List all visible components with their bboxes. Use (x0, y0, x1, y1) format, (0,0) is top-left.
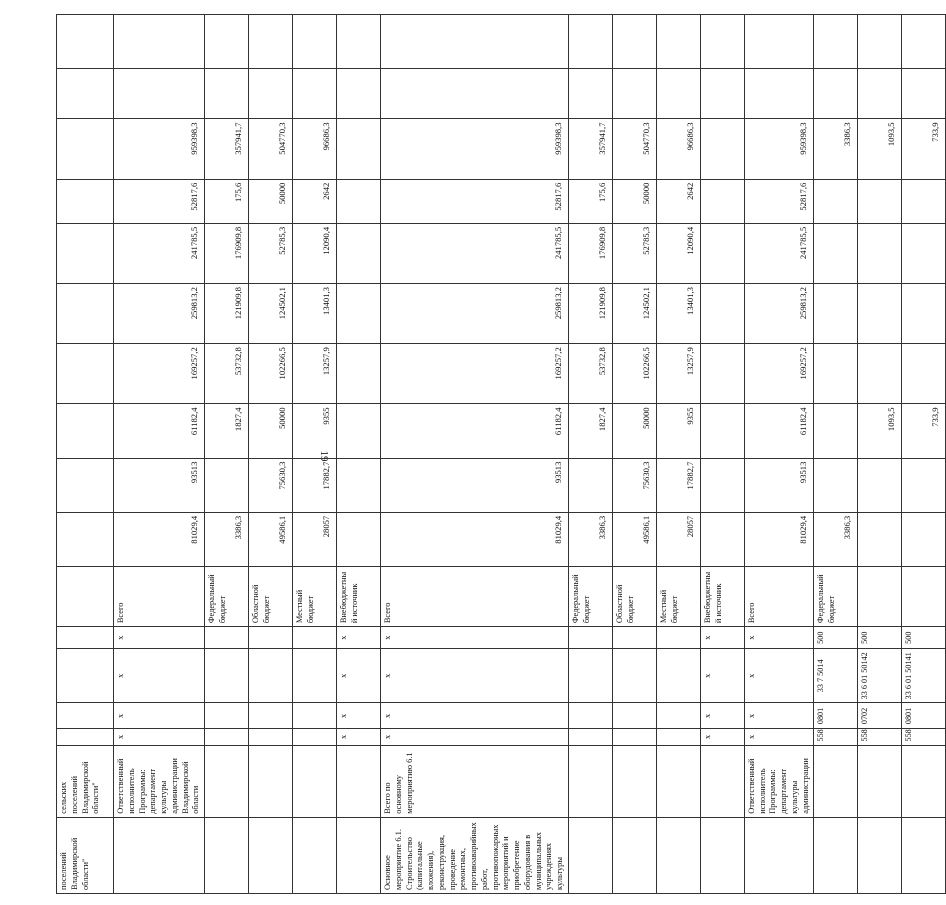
table-cell (814, 404, 858, 458)
table-cell (57, 627, 114, 649)
table-cell: 500 (814, 627, 858, 649)
table-cell (902, 179, 946, 223)
table-cell: 1093,5 (858, 404, 902, 458)
table-cell: 3386,3 (568, 512, 612, 566)
table-cell (205, 729, 249, 745)
table-cell (293, 703, 337, 729)
table-cell: 81029,4 (114, 512, 205, 566)
table-cell: Внебюджетный источник (700, 566, 744, 626)
table-cell (814, 817, 858, 893)
table-cell (858, 179, 902, 223)
table-cell (902, 15, 946, 69)
table-cell (902, 566, 946, 626)
table-cell: 33 6 01 50142 (858, 649, 902, 703)
table-cell: 81029,4 (381, 512, 569, 566)
table-cell (814, 15, 858, 69)
table-cell (568, 69, 612, 119)
table-cell (293, 15, 337, 69)
table-cell: 17882,7 (656, 458, 700, 512)
table-cell: 169257,2 (114, 344, 205, 404)
table-cell: 3386,3 (205, 512, 249, 566)
table-cell: 28057 (293, 512, 337, 566)
table-cell (858, 566, 902, 626)
table-cell: 357941,7 (205, 119, 249, 179)
table-cell (814, 223, 858, 283)
table-cell: 1827,4 (568, 404, 612, 458)
table-cell: 50000 (249, 179, 293, 223)
table-cell (612, 817, 656, 893)
table-cell: 241785,5 (381, 223, 569, 283)
table-row (57, 15, 114, 894)
table-cell: 558 (814, 729, 858, 745)
table-cell (700, 404, 744, 458)
table-cell (700, 119, 744, 179)
table-cell (57, 458, 114, 512)
table-cell: 49586,1 (249, 512, 293, 566)
table-cell: x (700, 703, 744, 729)
table-cell: сельских поселений Владимирской области" (57, 745, 114, 817)
table-cell (656, 817, 700, 893)
table-cell: 52817,6 (381, 179, 569, 223)
table-cell: 50000 (612, 179, 656, 223)
table-cell: 81029,4 (744, 512, 814, 566)
table-cell (858, 15, 902, 69)
table-cell: 175,6 (568, 179, 612, 223)
table-cell: 93513 (744, 458, 814, 512)
table-cell: 61182,4 (744, 404, 814, 458)
table-cell (858, 745, 902, 817)
table-cell (858, 458, 902, 512)
table-cell: Федеральный бюджет (205, 566, 249, 626)
table-cell (337, 15, 381, 69)
table-cell: 241785,5 (744, 223, 814, 283)
table-cell (381, 69, 569, 119)
table-row (858, 15, 902, 894)
table-cell (814, 344, 858, 404)
table-row (744, 15, 814, 894)
table-cell (57, 223, 114, 283)
table-cell: 733,9 (902, 119, 946, 179)
table-cell (814, 745, 858, 817)
table-cell (700, 179, 744, 223)
table-cell (568, 649, 612, 703)
table-cell (744, 817, 814, 893)
table-cell (568, 817, 612, 893)
rotated-table-frame (56, 14, 941, 894)
table-cell (858, 284, 902, 344)
table-cell (700, 344, 744, 404)
table-row (656, 15, 700, 894)
table-cell (700, 745, 744, 817)
table-cell: x (381, 729, 569, 745)
page-number: 19 (318, 450, 330, 462)
table-cell (656, 69, 700, 119)
table-row (114, 15, 205, 894)
table-cell: x (381, 703, 569, 729)
table-cell (902, 223, 946, 283)
table-cell (656, 745, 700, 817)
table-cell: 33 7 5014 (814, 649, 858, 703)
table-cell (57, 179, 114, 223)
table-cell (902, 817, 946, 893)
table-cell (814, 69, 858, 119)
table-cell: 53732,8 (205, 344, 249, 404)
table-cell: 175,6 (205, 179, 249, 223)
table-cell (902, 458, 946, 512)
table-cell: 3386,3 (814, 119, 858, 179)
table-cell (814, 179, 858, 223)
table-cell: 52785,3 (612, 223, 656, 283)
table-cell (57, 729, 114, 745)
table-cell (205, 745, 249, 817)
table-cell: 96686,3 (293, 119, 337, 179)
table-cell (814, 284, 858, 344)
table-cell: 259813,2 (114, 284, 205, 344)
table-cell (858, 223, 902, 283)
table-cell (744, 15, 814, 69)
table-cell (114, 15, 205, 69)
table-cell (57, 512, 114, 566)
table-cell (205, 817, 249, 893)
table-row (612, 15, 656, 894)
table-cell (568, 729, 612, 745)
table-cell (57, 404, 114, 458)
table-cell: 357941,7 (568, 119, 612, 179)
table-cell: 121909,8 (205, 284, 249, 344)
table-cell: 13401,3 (293, 284, 337, 344)
table-cell (381, 15, 569, 69)
table-row (568, 15, 612, 894)
table-cell (57, 566, 114, 626)
table-cell: x (337, 627, 381, 649)
table-cell (293, 745, 337, 817)
table-cell (902, 284, 946, 344)
table-cell: 2642 (293, 179, 337, 223)
table-cell: Основное мероприятие 6.1. Строительство (капитальные вложения), реконструкция, проведение ремонтных, противоаварийных работ, противопожарных мероприятий и приобретение оборудования в муниципальных учреждениях культуры (381, 817, 569, 893)
table-cell: 52817,6 (744, 179, 814, 223)
table-cell (57, 15, 114, 69)
table-cell (612, 69, 656, 119)
table-cell: 959398,3 (381, 119, 569, 179)
table-cell: 53732,8 (568, 344, 612, 404)
table-row (249, 15, 293, 894)
table-cell (902, 69, 946, 119)
table-cell: 959398,3 (114, 119, 205, 179)
table-cell (57, 649, 114, 703)
table-cell: x (744, 649, 814, 703)
table-cell: 121909,8 (568, 284, 612, 344)
table-cell: 124502,1 (612, 284, 656, 344)
table-cell: 500 (858, 627, 902, 649)
table-cell (612, 729, 656, 745)
table-cell: Областной бюджет (612, 566, 656, 626)
table-cell: 169257,2 (744, 344, 814, 404)
table-cell: 102266,5 (612, 344, 656, 404)
table-cell (249, 745, 293, 817)
table-cell (337, 69, 381, 119)
table-cell: 500 (902, 627, 946, 649)
table-cell: 17882,7 (293, 458, 337, 512)
table-cell: Ответственный исполнитель Программы: департамент культуры администрации (744, 745, 814, 817)
table-cell (293, 69, 337, 119)
table-cell: 33 6 01 50141 (902, 649, 946, 703)
table-cell: x (381, 627, 569, 649)
table-cell (293, 817, 337, 893)
table-cell: 1827,4 (205, 404, 249, 458)
table-cell (902, 512, 946, 566)
table-row (814, 15, 858, 894)
table-cell: 75630,3 (249, 458, 293, 512)
table-cell (612, 649, 656, 703)
table-cell: 2642 (656, 179, 700, 223)
table-cell: 96686,3 (656, 119, 700, 179)
table-row (902, 15, 946, 894)
table-cell: 0801 (902, 703, 946, 729)
table-cell: x (744, 627, 814, 649)
table-cell: 9355 (656, 404, 700, 458)
table-cell: 169257,2 (381, 344, 569, 404)
table-cell: x (114, 729, 205, 745)
table-cell: Федеральный бюджет (568, 566, 612, 626)
table-cell: 959398,3 (744, 119, 814, 179)
table-cell (902, 745, 946, 817)
table-cell (858, 817, 902, 893)
table-cell (612, 15, 656, 69)
table-cell (57, 69, 114, 119)
table-cell: 558 (858, 729, 902, 745)
table-cell (568, 15, 612, 69)
table-cell: 13257,9 (293, 344, 337, 404)
table-cell: Ответственный исполнитель Программы: департамент культуры администрации Владимирской области (114, 745, 205, 817)
table-cell: 13401,3 (656, 284, 700, 344)
table-cell (249, 627, 293, 649)
table-cell (337, 344, 381, 404)
table-cell: 241785,5 (114, 223, 205, 283)
table-cell (293, 627, 337, 649)
table-cell (249, 817, 293, 893)
table-cell (249, 703, 293, 729)
table-cell: 12090,4 (293, 223, 337, 283)
table-cell: 504770,3 (249, 119, 293, 179)
table-cell: 52785,3 (249, 223, 293, 283)
table-row (381, 15, 569, 894)
table-cell (114, 817, 205, 893)
table-row (337, 15, 381, 894)
table-cell: 102266,5 (249, 344, 293, 404)
table-cell (205, 69, 249, 119)
table-cell (205, 458, 249, 512)
table-cell: 3386,3 (814, 512, 858, 566)
table-cell (337, 179, 381, 223)
table-cell (205, 703, 249, 729)
table-cell: 0702 (858, 703, 902, 729)
table-cell (337, 404, 381, 458)
budget-table (56, 14, 946, 894)
table-cell: 504770,3 (612, 119, 656, 179)
table-cell: Областной бюджет (249, 566, 293, 626)
table-cell (337, 223, 381, 283)
table-cell: 49586,1 (612, 512, 656, 566)
table-cell: Местный бюджет (293, 566, 337, 626)
table-cell (744, 69, 814, 119)
table-cell: 61182,4 (114, 404, 205, 458)
table-cell (700, 817, 744, 893)
table-cell (205, 15, 249, 69)
table-cell: x (744, 729, 814, 745)
table-cell (858, 512, 902, 566)
table-cell: 176909,8 (568, 223, 612, 283)
table-cell (57, 703, 114, 729)
table-cell: 50000 (249, 404, 293, 458)
table-cell: x (114, 649, 205, 703)
table-cell: 52817,6 (114, 179, 205, 223)
table-cell: x (337, 649, 381, 703)
table-cell: 9355 (293, 404, 337, 458)
table-cell: 13257,9 (656, 344, 700, 404)
table-cell: Местный бюджет (656, 566, 700, 626)
table-cell (249, 729, 293, 745)
table-cell: x (700, 729, 744, 745)
table-cell: x (381, 649, 569, 703)
table-cell: 1093,5 (858, 119, 902, 179)
table-cell: 0801 (814, 703, 858, 729)
table-cell: 124502,1 (249, 284, 293, 344)
table-cell (858, 344, 902, 404)
table-cell (337, 745, 381, 817)
table-cell: 259813,2 (744, 284, 814, 344)
table-cell: x (700, 627, 744, 649)
table-cell (568, 458, 612, 512)
table-row (293, 15, 337, 894)
table-cell (612, 627, 656, 649)
table-cell (337, 512, 381, 566)
table-cell: x (744, 703, 814, 729)
table-cell (337, 458, 381, 512)
table-cell (337, 119, 381, 179)
table-cell (57, 344, 114, 404)
table-cell: 28057 (656, 512, 700, 566)
table-cell (902, 344, 946, 404)
table-cell (249, 69, 293, 119)
table-cell (114, 69, 205, 119)
table-cell (57, 284, 114, 344)
table-cell: 558 (902, 729, 946, 745)
table-cell: 176909,8 (205, 223, 249, 283)
table-cell (337, 284, 381, 344)
table-cell: 259813,2 (381, 284, 569, 344)
table-cell: 75630,3 (612, 458, 656, 512)
table-cell: Федеральный бюджет (814, 566, 858, 626)
table-cell (568, 627, 612, 649)
table-cell (656, 703, 700, 729)
table-cell: x (337, 729, 381, 745)
table-cell: Всего (381, 566, 569, 626)
table-cell (293, 649, 337, 703)
table-cell (700, 15, 744, 69)
table-cell: Внебюджетный источник (337, 566, 381, 626)
table-cell: 93513 (381, 458, 569, 512)
table-cell (249, 649, 293, 703)
table-cell (700, 512, 744, 566)
table-cell: Всего (114, 566, 205, 626)
table-cell (205, 627, 249, 649)
table-cell (656, 729, 700, 745)
table-cell: x (114, 627, 205, 649)
table-cell (205, 649, 249, 703)
table-cell (814, 458, 858, 512)
table-cell (700, 284, 744, 344)
table-cell (656, 649, 700, 703)
table-cell (612, 745, 656, 817)
table-cell: 61182,4 (381, 404, 569, 458)
table-cell (858, 69, 902, 119)
table-cell (656, 627, 700, 649)
table-cell (249, 15, 293, 69)
table-cell: x (700, 649, 744, 703)
table-cell: 50000 (612, 404, 656, 458)
table-cell (293, 729, 337, 745)
table-cell: Всего (744, 566, 814, 626)
table-cell (612, 703, 656, 729)
table-cell: Всего по основному мероприятию 6.1 (381, 745, 569, 817)
table-cell (700, 458, 744, 512)
table-row (205, 15, 249, 894)
table-cell (568, 703, 612, 729)
table-cell: 733,9 (902, 404, 946, 458)
table-cell: 12090,4 (656, 223, 700, 283)
table-cell: 93513 (114, 458, 205, 512)
table-cell (568, 745, 612, 817)
table-cell: x (337, 703, 381, 729)
table-cell (700, 69, 744, 119)
table-cell (57, 119, 114, 179)
table-cell (700, 223, 744, 283)
table-cell (337, 817, 381, 893)
table-cell: x (114, 703, 205, 729)
table-cell (656, 15, 700, 69)
table-cell: поселений Владимирской области" (57, 817, 114, 893)
table-row (700, 15, 744, 894)
